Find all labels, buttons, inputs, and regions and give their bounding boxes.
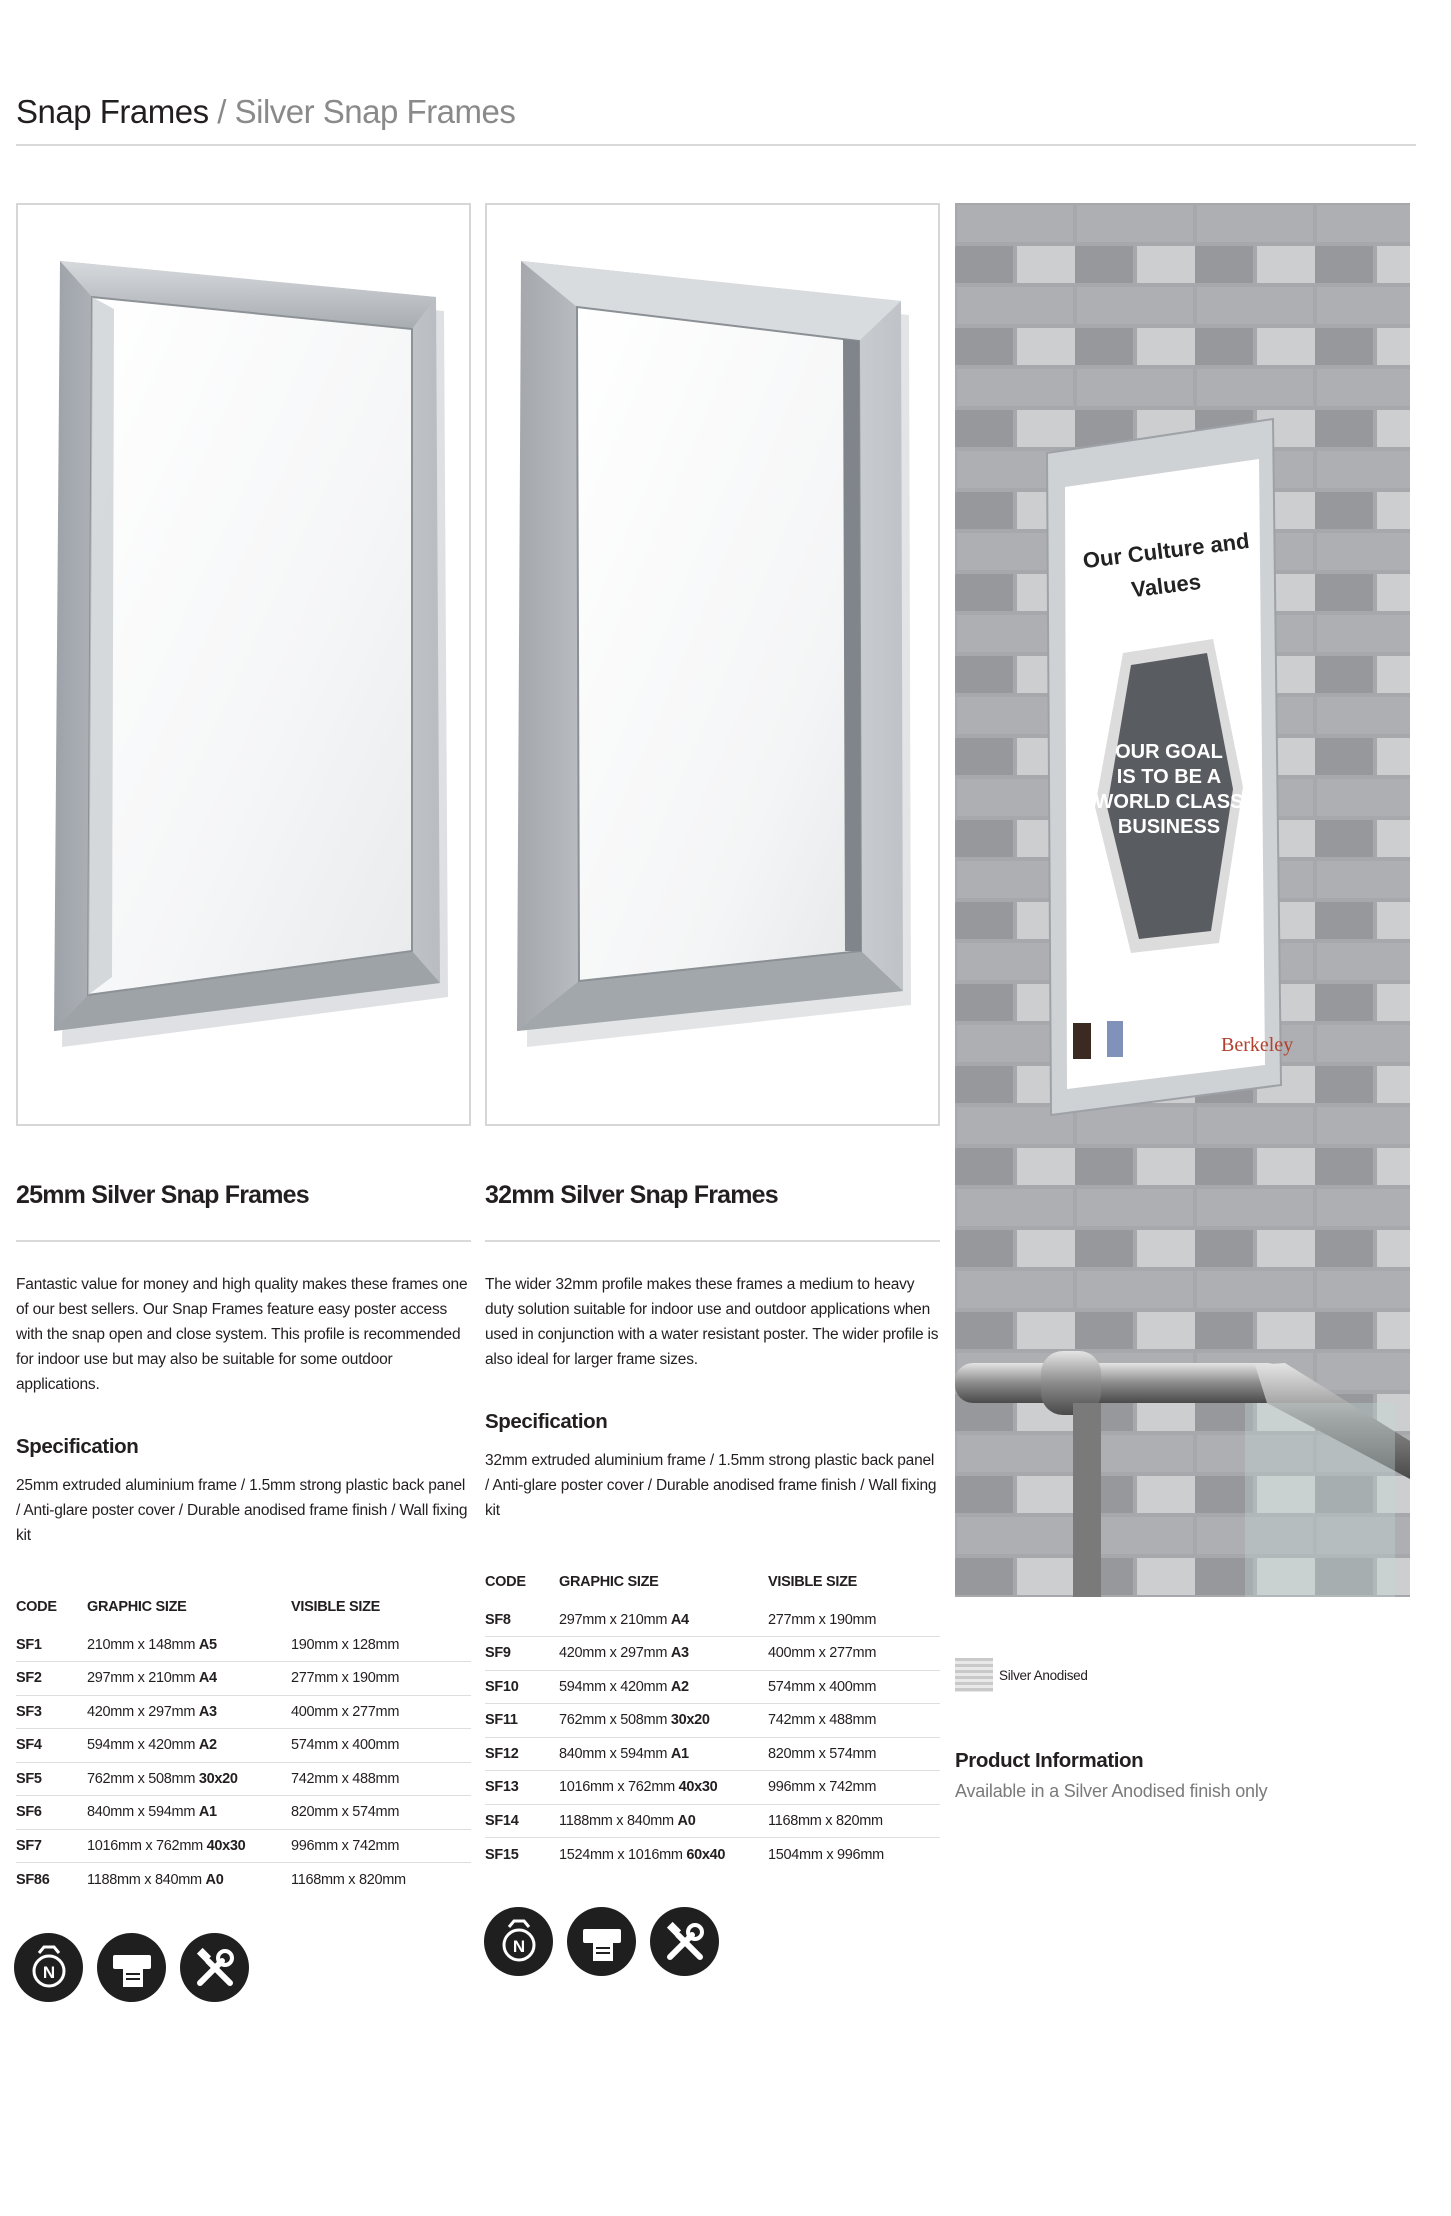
row-graphic-size: 1016mm x 762mm 40x30 <box>559 1779 718 1796</box>
row-format: A2 <box>198 1737 217 1754</box>
col-header-code: CODE <box>16 1599 57 1615</box>
row-visible-size: 820mm x 574mm <box>291 1804 400 1821</box>
product-25mm-section <box>16 1178 471 1896</box>
product-25mm-size-table <box>16 1586 471 1896</box>
row-format: A1 <box>670 1745 689 1762</box>
row-graphic-size: 297mm x 210mm A4 <box>87 1670 217 1687</box>
snap-frame-32mm-illustration <box>487 205 938 1124</box>
tools-icon <box>650 1907 719 1976</box>
hex-line3: WORLD CLASS <box>1094 791 1244 813</box>
row-graphic-size: 1016mm x 762mm 40x30 <box>87 1837 246 1854</box>
table-row <box>16 1628 471 1662</box>
row-graphic-size: 840mm x 594mm A1 <box>559 1745 689 1762</box>
row-code: SF13 <box>485 1779 519 1796</box>
row-format: A0 <box>205 1871 224 1888</box>
col-header-visible-size: VISIBLE SIZE <box>768 1574 858 1590</box>
printer-icon <box>97 1933 166 2002</box>
swatch-label: Silver Anodised <box>999 1667 1088 1683</box>
row-code: SF5 <box>16 1770 42 1787</box>
tools-icon <box>180 1933 249 2002</box>
table-row <box>16 1829 471 1863</box>
table-row <box>16 1863 471 1897</box>
col-header-graphic-size: GRAPHIC SIZE <box>559 1574 659 1590</box>
row-visible-size: 574mm x 400mm <box>291 1737 400 1754</box>
row-graphic-size: 762mm x 508mm 30x20 <box>559 1712 710 1729</box>
finish-swatch-row <box>955 1658 1088 1692</box>
row-graphic-size: 594mm x 420mm A2 <box>87 1737 217 1754</box>
svg-text:N: N <box>42 1962 55 1982</box>
anti-glare-icon <box>484 1907 553 1976</box>
row-code: SF14 <box>485 1812 519 1829</box>
row-code: SF2 <box>16 1670 42 1687</box>
row-graphic-size: 1524mm x 1016mm 60x40 <box>559 1846 726 1863</box>
product-25mm-divider <box>16 1240 471 1242</box>
row-format: 40x30 <box>678 1779 718 1796</box>
silver-anodised-swatch <box>955 1658 993 1692</box>
product-32mm-spec-text: 32mm extruded aluminium frame / 1.5mm strong plastic back panel / Anti-glare poster cover / Durable anodised frame finish / Wall fixing kit <box>485 1452 937 1519</box>
row-graphic-size: 420mm x 297mm A3 <box>87 1703 217 1720</box>
row-visible-size: 574mm x 400mm <box>768 1678 877 1695</box>
poster-brand: Berkeley <box>1221 1034 1294 1056</box>
wall-mounted-frame-photo <box>955 203 1410 1597</box>
table-row <box>485 1804 940 1838</box>
row-graphic-size: 210mm x 148mm A5 <box>87 1636 217 1653</box>
table-row <box>485 1737 940 1771</box>
product-32mm-divider <box>485 1240 940 1242</box>
table-row <box>16 1662 471 1696</box>
col-header-visible-size: VISIBLE SIZE <box>291 1599 381 1615</box>
row-format: A2 <box>670 1678 689 1695</box>
table-row <box>16 1762 471 1796</box>
row-graphic-size: 840mm x 594mm A1 <box>87 1804 217 1821</box>
row-code: SF4 <box>16 1737 42 1754</box>
table-row <box>485 1771 940 1805</box>
page-subtitle: Silver Snap Frames <box>234 93 516 130</box>
row-visible-size: 742mm x 488mm <box>768 1712 877 1729</box>
product-32mm-feature-icons <box>484 1907 719 1976</box>
table-header-row <box>485 1561 940 1603</box>
table-row <box>485 1704 940 1738</box>
row-format: 40x30 <box>206 1837 246 1854</box>
row-code: SF8 <box>485 1611 511 1628</box>
hex-line4: BUSINESS <box>1117 816 1221 838</box>
table-row <box>16 1729 471 1763</box>
row-code: SF11 <box>485 1712 518 1729</box>
row-code: SF10 <box>485 1678 519 1695</box>
row-visible-size: 1168mm x 820mm <box>768 1812 883 1829</box>
product-information <box>955 1747 1410 1802</box>
table-row <box>485 1637 940 1671</box>
col-header-code: CODE <box>485 1574 526 1590</box>
frame-32mm-image <box>485 203 940 1126</box>
row-format: A4 <box>670 1611 689 1628</box>
row-format: A4 <box>198 1670 217 1687</box>
product-32mm-spec-heading: Specification <box>485 1410 608 1433</box>
row-format: 60x40 <box>686 1846 726 1863</box>
frame-25mm-image <box>16 203 471 1126</box>
row-format: 30x20 <box>670 1712 710 1729</box>
row-code: SF7 <box>16 1837 42 1854</box>
row-visible-size: 820mm x 574mm <box>768 1745 877 1762</box>
row-visible-size: 190mm x 128mm <box>291 1636 400 1653</box>
row-code: SF15 <box>485 1846 519 1863</box>
col-header-graphic-size: GRAPHIC SIZE <box>87 1599 187 1615</box>
product-32mm-size-table <box>485 1561 940 1871</box>
product-32mm-title: 32mm Silver Snap Frames <box>485 1181 778 1209</box>
row-visible-size: 277mm x 190mm <box>291 1670 400 1687</box>
row-graphic-size: 762mm x 508mm 30x20 <box>87 1770 238 1787</box>
row-format: A0 <box>677 1812 696 1829</box>
row-code: SF9 <box>485 1645 511 1662</box>
page-header <box>16 92 1416 132</box>
page-title-main: Snap Frames <box>16 93 209 130</box>
table-row <box>16 1695 471 1729</box>
product-info-heading: Product Information <box>955 1749 1144 1772</box>
product-25mm-feature-icons <box>14 1933 249 2002</box>
product-32mm-description: The wider 32mm profile makes these frames a medium to heavy duty solution suitable for indoor use and outdoor applications when used in conjunction with a water resistant poster. The wider profile is also ideal for larger frame sizes. <box>485 1276 939 1368</box>
product-32mm-section <box>485 1178 940 1871</box>
row-format: A3 <box>198 1703 217 1720</box>
frame-lifestyle-photo <box>955 203 1410 1597</box>
svg-text:N: N <box>512 1936 525 1956</box>
poster-title-line2: Values <box>1129 568 1203 603</box>
row-code: SF6 <box>16 1804 42 1821</box>
table-row <box>485 1670 940 1704</box>
page-title <box>16 92 1416 132</box>
poster-title-line1: Our Culture and <box>1081 527 1251 574</box>
row-visible-size: 996mm x 742mm <box>291 1837 400 1854</box>
row-graphic-size: 594mm x 420mm A2 <box>559 1678 689 1695</box>
row-graphic-size: 1188mm x 840mm A0 <box>87 1871 224 1888</box>
row-visible-size: 742mm x 488mm <box>291 1770 400 1787</box>
row-graphic-size: 1188mm x 840mm A0 <box>559 1812 696 1829</box>
table-row <box>16 1796 471 1830</box>
row-code: SF12 <box>485 1745 519 1762</box>
row-format: A1 <box>198 1804 217 1821</box>
table-row <box>485 1603 940 1637</box>
row-visible-size: 277mm x 190mm <box>768 1611 877 1628</box>
row-graphic-size: 420mm x 297mm A3 <box>559 1645 689 1662</box>
product-25mm-spec-text: 25mm extruded aluminium frame / 1.5mm strong plastic back panel / Anti-glare poster cover / Durable anodised frame finish / Wall fixing kit <box>16 1477 468 1544</box>
row-visible-size: 400mm x 277mm <box>291 1703 400 1720</box>
product-25mm-title: 25mm Silver Snap Frames <box>16 1181 309 1209</box>
row-format: A5 <box>198 1636 217 1653</box>
row-format: A3 <box>670 1645 689 1662</box>
title-separator: / <box>208 93 235 130</box>
hex-line2: IS TO BE A <box>1116 766 1222 788</box>
row-visible-size: 1168mm x 820mm <box>291 1871 406 1888</box>
row-format: 30x20 <box>198 1770 238 1787</box>
product-25mm-description: Fantastic value for money and high quality makes these frames one of our best sellers. Our Snap Frames feature easy poster access with the snap open and close system. This profile is recommended for indoor use but may also be suitable for some outdoor applications. <box>16 1276 468 1393</box>
row-visible-size: 996mm x 742mm <box>768 1779 877 1796</box>
row-code: SF1 <box>16 1636 42 1653</box>
snap-frame-25mm-illustration <box>18 205 469 1124</box>
row-visible-size: 400mm x 277mm <box>768 1645 877 1662</box>
row-visible-size: 1504mm x 996mm <box>768 1846 884 1863</box>
row-code: SF86 <box>16 1871 50 1888</box>
row-graphic-size: 297mm x 210mm A4 <box>559 1611 689 1628</box>
table-header-row <box>16 1586 471 1628</box>
hex-line1: OUR GOAL <box>1115 741 1223 763</box>
header-divider <box>16 144 1416 146</box>
product-25mm-spec-heading: Specification <box>16 1435 139 1458</box>
row-code: SF3 <box>16 1703 42 1720</box>
anti-glare-icon <box>14 1933 83 2002</box>
table-row <box>485 1838 940 1872</box>
product-info-text: Available in a Silver Anodised finish only <box>955 1781 1268 1801</box>
printer-icon <box>567 1907 636 1976</box>
